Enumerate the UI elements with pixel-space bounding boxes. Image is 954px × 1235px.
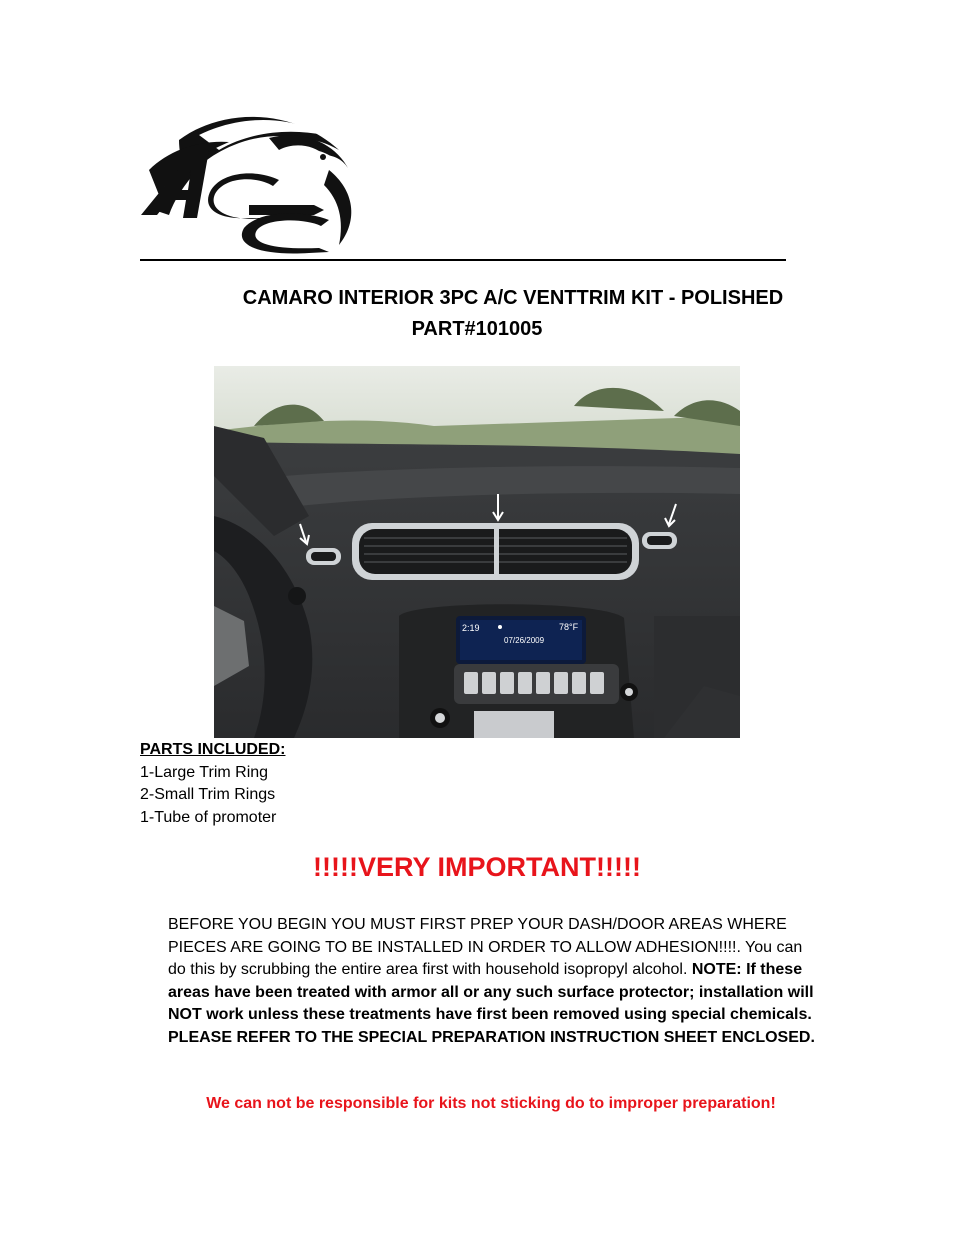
parts-heading: PARTS INCLUDED: (140, 741, 286, 758)
list-item: 2-Small Trim Rings (140, 786, 276, 803)
instructions-note: NOTE: If these areas have been treated with armor all or any such surface protector; installation will NOT work unless these treatments have first been removed using special chemicals. PLEASE REFER TO THE SPECIAL PREPARATION INSTRUCTION SHEET ENCLOSED. (168, 961, 815, 1046)
very-important-heading: !!!!!VERY IMPORTANT!!!!! (313, 852, 641, 882)
instructions-intro: BEFORE YOU BEGIN YOU MUST FIRST PREP YOUR DASH/DOOR AREAS WHERE PIECES ARE GOING TO BE INSTALLED IN ORDER TO ALLOW ADHESION!!!!. You can do this by scrubbing the entire area first with household isopropyl alcohol. (168, 916, 803, 979)
acc-logo (139, 110, 361, 258)
instructions-paragraph (168, 914, 818, 1050)
list-item: 1-Large Trim Ring (140, 763, 269, 781)
list-item: 1-Tube of promoter (140, 808, 277, 826)
dashboard-photo (214, 366, 740, 738)
header-rule (140, 259, 786, 261)
document-title: CAMARO INTERIOR 3PC A/C VENTTRIM KIT - POLISHED (242, 287, 784, 309)
parts-included (140, 739, 285, 829)
responsibility-warning: We can not be responsible for kits not sticking do to improper preparation! (206, 1095, 776, 1112)
display-clock: 2:19 (462, 623, 480, 633)
display-temperature: 78°F (559, 622, 579, 632)
display-date: 07/26/2009 (504, 636, 545, 645)
part-number: PART#101005 (411, 318, 543, 340)
